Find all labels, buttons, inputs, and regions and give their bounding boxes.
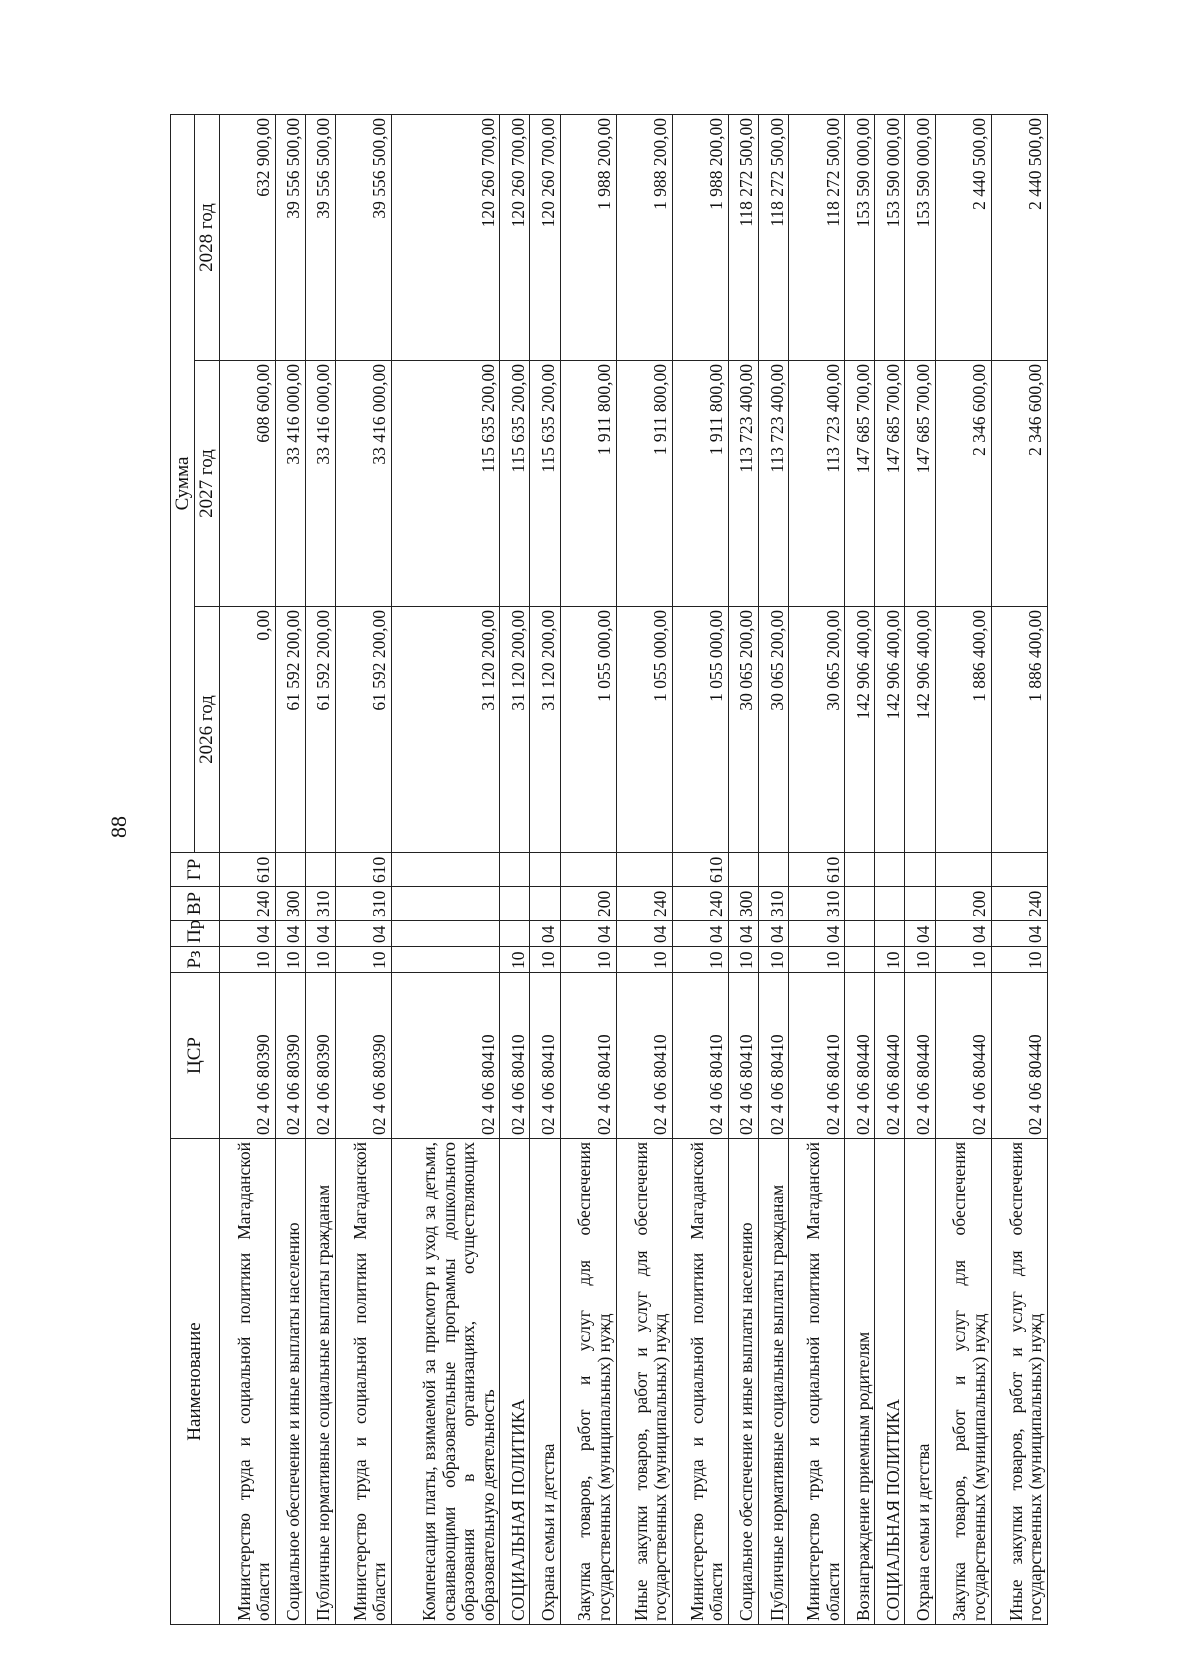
cell-amount-2028: 39 556 500,00	[335, 114, 391, 360]
cell-gr: 610	[219, 853, 275, 887]
table-row	[275, 114, 305, 1624]
cell-amount-2026: 61 592 200,00	[275, 607, 305, 853]
cell-csr: 02 4 06 80440	[875, 973, 905, 1139]
cell-amount-2026: 1 886 400,00	[991, 607, 1047, 853]
cell-csr: 02 4 06 80410	[728, 973, 758, 1139]
header-pr: Пр	[171, 921, 220, 947]
cell-amount-2028: 120 260 700,00	[392, 114, 500, 360]
table-row	[728, 114, 758, 1624]
cell-amount-2028: 153 590 000,00	[845, 114, 875, 360]
cell-name: СОЦИАЛЬНАЯ ПОЛИТИКА	[875, 1139, 905, 1625]
cell-csr: 02 4 06 80440	[905, 973, 935, 1139]
cell-vr	[392, 887, 500, 921]
cell-amount-2028: 118 272 500,00	[728, 114, 758, 360]
cell-csr: 02 4 06 80440	[845, 973, 875, 1139]
cell-gr	[392, 853, 500, 887]
cell-name: Закупка товаров, работ и услуг для обеспечения государственных (муниципальных) нужд	[935, 1139, 991, 1625]
cell-amount-2028: 39 556 500,00	[305, 114, 335, 360]
cell-amount-2028: 632 900,00	[219, 114, 275, 360]
cell-csr: 02 4 06 80410	[789, 973, 845, 1139]
cell-amount-2027: 115 635 200,00	[392, 361, 500, 607]
cell-amount-2028: 1 988 200,00	[672, 114, 728, 360]
page-number: 88	[106, 816, 131, 838]
cell-rz: 10	[991, 947, 1047, 973]
header-name: Наименование	[171, 1139, 220, 1625]
cell-gr	[905, 853, 935, 887]
header-vr: ВР	[171, 887, 220, 921]
header-rz: Рз	[171, 947, 220, 973]
cell-amount-2026: 30 065 200,00	[789, 607, 845, 853]
cell-amount-2028: 120 260 700,00	[530, 114, 560, 360]
table-row	[335, 114, 391, 1624]
cell-rz: 10	[335, 947, 391, 973]
cell-pr: 04	[672, 921, 728, 947]
cell-pr	[875, 921, 905, 947]
table-row	[305, 114, 335, 1624]
cell-gr	[935, 853, 991, 887]
cell-gr	[530, 853, 560, 887]
cell-name: Закупка товаров, работ и услуг для обеспечения государственных (муниципальных) нужд	[560, 1139, 616, 1625]
header-csr: ЦСР	[171, 973, 220, 1139]
cell-csr: 02 4 06 80410	[759, 973, 789, 1139]
cell-amount-2027: 608 600,00	[219, 361, 275, 607]
cell-pr: 04	[305, 921, 335, 947]
cell-amount-2027: 33 416 000,00	[305, 361, 335, 607]
cell-amount-2026: 0,00	[219, 607, 275, 853]
cell-gr	[991, 853, 1047, 887]
table-row	[500, 114, 530, 1624]
table-row	[530, 114, 560, 1624]
cell-pr: 04	[530, 921, 560, 947]
cell-name: Иные закупки товаров, работ и услуг для обеспечения государственных (муниципальных) нужд	[616, 1139, 672, 1625]
table-row	[935, 114, 991, 1624]
cell-name: Министерство труда и социальной политики Магаданской области	[672, 1139, 728, 1625]
table-row	[845, 114, 875, 1624]
cell-vr: 300	[275, 887, 305, 921]
cell-vr: 310	[789, 887, 845, 921]
cell-amount-2027: 1 911 800,00	[672, 361, 728, 607]
cell-vr: 300	[728, 887, 758, 921]
cell-name: СОЦИАЛЬНАЯ ПОЛИТИКА	[500, 1139, 530, 1625]
cell-gr	[275, 853, 305, 887]
cell-csr: 02 4 06 80390	[335, 973, 391, 1139]
cell-pr: 04	[789, 921, 845, 947]
cell-vr	[845, 887, 875, 921]
cell-amount-2026: 1 055 000,00	[560, 607, 616, 853]
cell-csr: 02 4 06 80410	[560, 973, 616, 1139]
cell-csr: 02 4 06 80410	[530, 973, 560, 1139]
cell-vr: 200	[560, 887, 616, 921]
cell-gr	[500, 853, 530, 887]
cell-pr: 04	[560, 921, 616, 947]
cell-vr: 310	[335, 887, 391, 921]
cell-pr: 04	[935, 921, 991, 947]
cell-rz: 10	[219, 947, 275, 973]
table-body	[219, 114, 1047, 1624]
cell-amount-2026: 30 065 200,00	[728, 607, 758, 853]
cell-name: Социальное обеспечение и иные выплаты населению	[728, 1139, 758, 1625]
cell-vr: 310	[305, 887, 335, 921]
cell-amount-2027: 2 346 600,00	[991, 361, 1047, 607]
header-year-2027: 2027 год	[195, 361, 219, 607]
cell-rz: 10	[905, 947, 935, 973]
cell-amount-2026: 61 592 200,00	[335, 607, 391, 853]
table-row	[392, 114, 500, 1624]
cell-rz: 10	[560, 947, 616, 973]
cell-gr: 610	[789, 853, 845, 887]
cell-pr: 04	[759, 921, 789, 947]
cell-gr	[560, 853, 616, 887]
cell-amount-2026: 142 906 400,00	[905, 607, 935, 853]
table-row	[905, 114, 935, 1624]
cell-name: Охрана семьи и детства	[905, 1139, 935, 1625]
cell-amount-2027: 33 416 000,00	[335, 361, 391, 607]
cell-pr: 04	[335, 921, 391, 947]
table-row	[219, 114, 275, 1624]
header-gr: ГР	[171, 853, 220, 887]
table-row	[875, 114, 905, 1624]
cell-amount-2028: 120 260 700,00	[500, 114, 530, 360]
table-row	[991, 114, 1047, 1624]
cell-amount-2026: 31 120 200,00	[392, 607, 500, 853]
cell-amount-2026: 31 120 200,00	[530, 607, 560, 853]
table-row	[560, 114, 616, 1624]
cell-gr	[616, 853, 672, 887]
cell-amount-2026: 1 886 400,00	[935, 607, 991, 853]
cell-rz: 10	[672, 947, 728, 973]
table-row	[616, 114, 672, 1624]
cell-vr: 240	[672, 887, 728, 921]
cell-amount-2028: 2 440 500,00	[935, 114, 991, 360]
cell-amount-2027: 113 723 400,00	[759, 361, 789, 607]
cell-amount-2026: 142 906 400,00	[875, 607, 905, 853]
table-row	[672, 114, 728, 1624]
cell-amount-2028: 1 988 200,00	[560, 114, 616, 360]
cell-amount-2028: 153 590 000,00	[875, 114, 905, 360]
cell-amount-2027: 147 685 700,00	[875, 361, 905, 607]
cell-amount-2028: 39 556 500,00	[275, 114, 305, 360]
cell-rz: 10	[530, 947, 560, 973]
cell-rz: 10	[875, 947, 905, 973]
cell-vr	[530, 887, 560, 921]
cell-rz: 10	[616, 947, 672, 973]
cell-amount-2028: 118 272 500,00	[789, 114, 845, 360]
cell-rz: 10	[935, 947, 991, 973]
cell-amount-2027: 1 911 800,00	[616, 361, 672, 607]
cell-amount-2027: 147 685 700,00	[905, 361, 935, 607]
cell-amount-2026: 31 120 200,00	[500, 607, 530, 853]
cell-amount-2027: 1 911 800,00	[560, 361, 616, 607]
cell-csr: 02 4 06 80440	[935, 973, 991, 1139]
cell-amount-2026: 30 065 200,00	[759, 607, 789, 853]
cell-amount-2028: 2 440 500,00	[991, 114, 1047, 360]
header-year-2026: 2026 год	[195, 607, 219, 853]
cell-pr: 04	[905, 921, 935, 947]
cell-gr: 610	[335, 853, 391, 887]
cell-gr: 610	[672, 853, 728, 887]
cell-amount-2027: 147 685 700,00	[845, 361, 875, 607]
cell-gr	[875, 853, 905, 887]
cell-rz: 10	[759, 947, 789, 973]
cell-vr: 240	[991, 887, 1047, 921]
cell-vr	[905, 887, 935, 921]
cell-pr	[500, 921, 530, 947]
cell-amount-2026: 1 055 000,00	[672, 607, 728, 853]
cell-vr: 310	[759, 887, 789, 921]
cell-name: Министерство труда и социальной политики Магаданской области	[219, 1139, 275, 1625]
cell-amount-2027: 115 635 200,00	[500, 361, 530, 607]
cell-csr: 02 4 06 80410	[616, 973, 672, 1139]
cell-amount-2028: 153 590 000,00	[905, 114, 935, 360]
cell-name: Вознаграждение приемным родителям	[845, 1139, 875, 1625]
cell-name: Социальное обеспечение и иные выплаты населению	[275, 1139, 305, 1625]
cell-name: Министерство труда и социальной политики Магаданской области	[335, 1139, 391, 1625]
cell-rz: 10	[305, 947, 335, 973]
cell-vr: 240	[616, 887, 672, 921]
table-row	[789, 114, 845, 1624]
cell-vr: 240	[219, 887, 275, 921]
cell-amount-2026: 1 055 000,00	[616, 607, 672, 853]
cell-gr	[845, 853, 875, 887]
header-year-2028: 2028 год	[195, 114, 219, 360]
header-sum: Сумма	[171, 114, 195, 852]
cell-vr	[875, 887, 905, 921]
cell-vr: 200	[935, 887, 991, 921]
cell-amount-2028: 118 272 500,00	[759, 114, 789, 360]
cell-name: Министерство труда и социальной политики Магаданской области	[789, 1139, 845, 1625]
cell-pr	[392, 921, 500, 947]
rotated-table-container	[170, 115, 1048, 1625]
cell-rz: 10	[789, 947, 845, 973]
cell-amount-2027: 115 635 200,00	[530, 361, 560, 607]
cell-csr: 02 4 06 80390	[305, 973, 335, 1139]
cell-csr: 02 4 06 80390	[219, 973, 275, 1139]
cell-pr: 04	[616, 921, 672, 947]
cell-name: Публичные нормативные социальные выплаты гражданам	[305, 1139, 335, 1625]
cell-amount-2027: 2 346 600,00	[935, 361, 991, 607]
cell-amount-2026: 61 592 200,00	[305, 607, 335, 853]
cell-amount-2027: 113 723 400,00	[789, 361, 845, 607]
cell-name: Иные закупки товаров, работ и услуг для обеспечения государственных (муниципальных) нужд	[991, 1139, 1047, 1625]
cell-pr: 04	[275, 921, 305, 947]
cell-name: Охрана семьи и детства	[530, 1139, 560, 1625]
budget-table	[170, 114, 1048, 1625]
cell-pr: 04	[991, 921, 1047, 947]
cell-gr	[728, 853, 758, 887]
cell-gr	[305, 853, 335, 887]
cell-rz: 10	[275, 947, 305, 973]
table-row	[759, 114, 789, 1624]
cell-csr: 02 4 06 80390	[275, 973, 305, 1139]
cell-pr: 04	[728, 921, 758, 947]
cell-csr: 02 4 06 80410	[392, 973, 500, 1139]
cell-amount-2027: 33 416 000,00	[275, 361, 305, 607]
cell-rz	[845, 947, 875, 973]
cell-pr: 04	[219, 921, 275, 947]
cell-rz	[392, 947, 500, 973]
cell-amount-2028: 1 988 200,00	[616, 114, 672, 360]
cell-pr	[845, 921, 875, 947]
cell-amount-2027: 113 723 400,00	[728, 361, 758, 607]
cell-gr	[759, 853, 789, 887]
cell-rz: 10	[500, 947, 530, 973]
cell-amount-2026: 142 906 400,00	[845, 607, 875, 853]
cell-rz: 10	[728, 947, 758, 973]
cell-csr: 02 4 06 80410	[672, 973, 728, 1139]
table-header	[171, 114, 220, 1624]
cell-name: Публичные нормативные социальные выплаты гражданам	[759, 1139, 789, 1625]
cell-vr	[500, 887, 530, 921]
cell-csr: 02 4 06 80410	[500, 973, 530, 1139]
cell-name: Компенсация платы, взимаемой за присмотр и уход за детьми, осваивающими образовательные программы дошкольного образования в организациях, осуществляющих образовательную деятельность	[392, 1139, 500, 1625]
cell-csr: 02 4 06 80440	[991, 973, 1047, 1139]
